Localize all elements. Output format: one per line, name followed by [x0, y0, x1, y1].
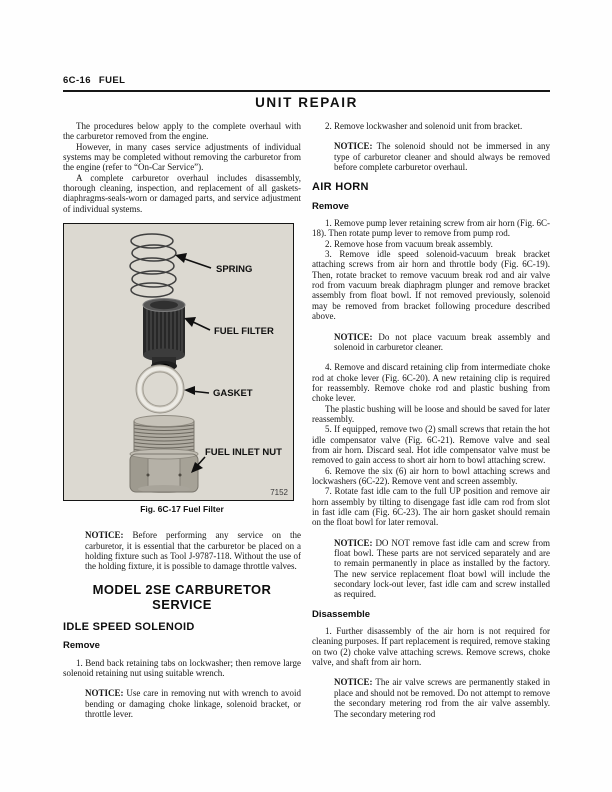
- spring-arrow: [175, 253, 211, 268]
- procedure-step: 2. Remove lockwasher and solenoid unit from bracket.: [325, 121, 523, 131]
- notice-label: NOTICE:: [334, 331, 373, 342]
- notice-text: The air valve screws are permanently staked in place and should not be removed. Do not attempt to remove the secondary metering rod from the air valve assembly. The secondary metering rod: [334, 677, 550, 719]
- fuel-filter-figure: [63, 223, 294, 501]
- header-rule: [63, 90, 550, 92]
- procedure-step: 2. Remove hose from vacuum break assembly.: [325, 238, 493, 249]
- notice-text: Do not place vacuum break assembly and solenoid in carburetor cleaner.: [334, 331, 551, 352]
- procedure-step: 1. Bend back retaining tabs on lockwasher; then remove large solenoid retaining nut using suitable wrench.: [63, 657, 301, 678]
- fuel-inlet-nut-illustration: [130, 416, 198, 494]
- notice-block: [85, 688, 301, 719]
- notice-block: [334, 332, 550, 353]
- notice-label: NOTICE:: [85, 530, 124, 541]
- heading-disassemble: Disassemble: [312, 608, 371, 620]
- section-heading-model-2se: MODEL 2SE CARBURETOR SERVICE: [92, 581, 272, 612]
- figure-caption: Fig. 6C-17 Fuel Filter: [140, 504, 224, 515]
- fuel-filter-arrow: [184, 317, 210, 330]
- figure-label-spring: SPRING: [216, 264, 253, 276]
- procedure-note: The plastic bushing will be loose and should be saved for later reassembly.: [312, 403, 550, 424]
- column-right: [312, 121, 550, 729]
- column-left: [63, 121, 301, 729]
- notice-label: NOTICE:: [334, 537, 373, 548]
- notice-block: [334, 141, 550, 172]
- notice-label: NOTICE:: [85, 688, 124, 699]
- notice-text: Before performing any service on the carburetor, it is essential that the carburetor be placed on a holding fixture such as Tool J-9787-118. Without the use of the holding fixture, it is possible to damage throttle valves.: [85, 530, 302, 572]
- notice-text: DO NOT remove fast idle cam and screw from float bowl. These parts are not serviced separately and are to remain permanently in place as installed by the factory. The new service replacement float bowl will include the secondary lock-out lever, fast idle cam and screw installed as required.: [334, 537, 551, 600]
- procedure-step: 7. Rotate fast idle cam to the full UP position and remove air horn assembly by tilting to disengage fast idle cam rod from slot in fast idle cam (Fig. 6C-23). The air horn gasket should remain on the float bowl for later removal.: [312, 486, 550, 528]
- procedure-step: 5. If equipped, remove two (2) small screws that retain the hot idle compensator valve (Fig. 6C-21). Remove valve and seal from air horn. Discard seal. Hot idle compensator valve must be removed to gain access to short air horn to bowl attaching screw.: [312, 424, 550, 466]
- figure-label-gasket: GASKET: [213, 388, 253, 400]
- running-header: [63, 70, 550, 92]
- notice-block: [85, 530, 301, 571]
- page-title: UNIT REPAIR: [255, 95, 358, 110]
- heading-remove: Remove: [312, 200, 349, 212]
- heading-air-horn: AIR HORN: [312, 181, 369, 194]
- heading-idle-speed-solenoid: IDLE SPEED SOLENOID: [63, 620, 195, 633]
- gasket-illustration: [136, 365, 184, 413]
- notice-label: NOTICE:: [334, 141, 373, 152]
- fuel-filter-illustration: [143, 299, 185, 372]
- intro-paragraph: The procedures below apply to the complete overhaul with the carburetor removed from the engine.: [63, 121, 301, 142]
- notice-label: NOTICE:: [334, 677, 373, 688]
- procedure-step: 1. Remove pump lever retaining screw from air horn (Fig. 6C-18). Then rotate pump lever to remove from pump rod.: [312, 218, 550, 239]
- gasket-arrow: [184, 386, 209, 395]
- fuel-filter-exploded-view: [64, 224, 293, 500]
- intro-paragraph: However, in many cases service adjustments of individual systems may be completed without removing the carburetor from the engine (refer to “On-Car Service”).: [63, 141, 301, 173]
- heading-remove: Remove: [63, 640, 100, 652]
- procedure-step: 3. Remove idle speed solenoid-vacuum break bracket attaching screws from air horn and throttle body (Fig. 6C-19). Then, rotate bracket to remove vacuum break rod and air valve rod from vacuum break diaphragm plunger and remove bracket assembly from float bowl. If not removed previously, solenoid may be removed from bracket following procedure described above.: [312, 249, 550, 322]
- figure-label-fuel-inlet-nut: FUEL INLET NUT: [205, 447, 282, 459]
- notice-text: The solenoid should not be immersed in any type of carburetor cleaner and should always be removed before complete carburetor overhaul.: [334, 141, 550, 173]
- procedure-step: 6. Remove the six (6) air horn to bowl attaching screws and lockwashers (6C-22). Remove vent and screen assembly.: [312, 465, 550, 486]
- intro-paragraph: A complete carburetor overhaul includes disassembly, thorough cleaning, inspection, and replacement of all gaskets-diaphragms-seals-worn or damaged parts, and service adjustment of individual systems.: [63, 172, 301, 214]
- figure-label-fuel-filter: FUEL FILTER: [214, 326, 274, 338]
- procedure-step: 4. Remove and discard retaining clip from intermediate choke rod at choke lever (Fig. 6C-20). A new retaining clip is required for reassembly. Remove choke rod and plastic bushing from choke lever.: [312, 362, 550, 404]
- procedure-step: 1. Further disassembly of the air horn is not required for cleaning purposes. If part replacement is required, remove staking on two (2) choke valve attaching screws. Remove screws, choke valve, and shaft from air horn.: [312, 626, 550, 668]
- notice-text: Use care in removing nut with wrench to avoid bending or damaging choke linkage, solenoid bracket, or throttle lever.: [85, 688, 302, 719]
- notice-block: [334, 538, 550, 600]
- spring-illustration: [130, 234, 176, 297]
- notice-block: [334, 677, 550, 718]
- page-header-label: 6C-16 FUEL: [63, 75, 126, 86]
- figure-number: 7152: [270, 488, 288, 498]
